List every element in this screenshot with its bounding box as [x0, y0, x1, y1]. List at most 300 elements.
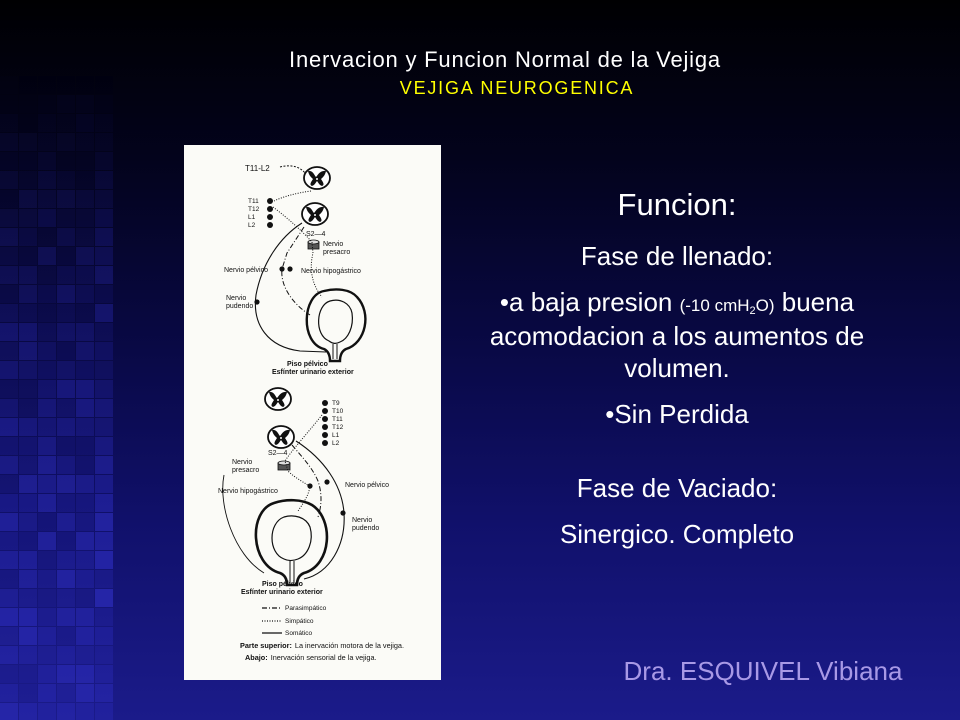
parasympathetic-nerve-path: [292, 445, 321, 517]
level-label: L1: [332, 432, 340, 439]
background-tile: [76, 152, 94, 170]
background-tile: [38, 437, 56, 455]
background-tile: [95, 152, 113, 170]
background-tile: [0, 209, 18, 227]
sacral-label: S2—4: [306, 231, 326, 238]
presacral-nerve-label: presacro: [232, 467, 260, 474]
background-tile: [19, 209, 37, 227]
background-tile: [76, 285, 94, 303]
bladder-illustration: [307, 289, 366, 361]
background-tile: [95, 456, 113, 474]
presacral-nerve-label: Nervio: [232, 459, 253, 466]
background-tile: [19, 114, 37, 132]
background-tile: [95, 627, 113, 645]
background-tile: [0, 589, 18, 607]
background-tile: [38, 304, 56, 322]
background-tile: [0, 665, 18, 683]
background-tile: [38, 570, 56, 588]
pelvic-floor-label: Piso pélvico: [287, 361, 328, 368]
nerve-dot: [307, 483, 312, 488]
background-tile: [76, 38, 94, 56]
background-tile: [0, 266, 18, 284]
background-tile: [95, 76, 113, 94]
level-dot: [322, 400, 328, 406]
background-tile: [0, 342, 18, 360]
nerve-dot: [287, 266, 292, 271]
background-tile: [95, 570, 113, 588]
background-tile: [76, 532, 94, 550]
background-tile: [0, 323, 18, 341]
background-tile: [19, 475, 37, 493]
pudendal-nerve-label: Nervio: [226, 295, 247, 302]
background-tile: [57, 551, 75, 569]
background-tile: [57, 418, 75, 436]
hypogastric-nerve-label: Nervio hipogástrico: [301, 268, 361, 275]
background-tile: [76, 494, 94, 512]
background-tile: [57, 608, 75, 626]
background-tile: [57, 266, 75, 284]
background-tile: [95, 190, 113, 208]
background-tile: [76, 76, 94, 94]
background-tile: [76, 228, 94, 246]
background-tile: [95, 323, 113, 341]
background-tile: [0, 399, 18, 417]
decorative-tile-strip: [0, 0, 116, 720]
sphincter-label: Esfínter urinario exterior: [241, 589, 323, 596]
background-tile: [38, 95, 56, 113]
background-tile: [95, 57, 113, 75]
segment-label: T11-L2: [245, 164, 270, 173]
background-tile: [76, 323, 94, 341]
background-tile: [57, 513, 75, 531]
background-tile: [95, 19, 113, 37]
fill-phase-label: Fase de llenado:: [580, 241, 774, 271]
spinal-cord-section-icon: [268, 426, 294, 448]
background-tile: [76, 380, 94, 398]
bullet-text: a baja presion: [509, 287, 673, 317]
level-dot: [322, 408, 328, 414]
presacral-nerve-label: Nervio: [323, 241, 344, 248]
background-tile: [95, 304, 113, 322]
legend-label: Somático: [285, 630, 313, 637]
background-tile: [76, 133, 94, 151]
background-tile: [57, 228, 75, 246]
background-tile: [57, 494, 75, 512]
background-tile: [95, 589, 113, 607]
caption-lead: Abajo:: [245, 653, 268, 662]
background-tile: [76, 304, 94, 322]
level-label: L1: [248, 214, 256, 221]
background-tile: [0, 304, 18, 322]
background-tile: [0, 285, 18, 303]
background-tile: [95, 494, 113, 512]
background-tile: [0, 19, 18, 37]
level-dot: [267, 214, 273, 220]
background-tile: [19, 532, 37, 550]
background-tile: [57, 570, 75, 588]
background-tile: [38, 266, 56, 284]
level-dot: [322, 424, 328, 430]
background-tile: [95, 665, 113, 683]
background-tile: [95, 532, 113, 550]
background-tile: [38, 380, 56, 398]
background-tile: [0, 684, 18, 702]
background-tile: [38, 551, 56, 569]
legend-label: Simpático: [285, 618, 314, 625]
caption-lead: Parte superior:: [240, 641, 292, 650]
void-phase-label: Fase de Vaciado:: [576, 473, 778, 503]
background-tile: [57, 684, 75, 702]
background-tile: [76, 437, 94, 455]
background-tile: [0, 95, 18, 113]
background-tile: [38, 684, 56, 702]
background-tile: [95, 38, 113, 56]
background-tile: [57, 19, 75, 37]
background-tile: [76, 209, 94, 227]
background-tile: [0, 114, 18, 132]
pelvic-nerve-label: Nervio pélvico: [224, 267, 268, 274]
background-tile: [57, 38, 75, 56]
background-tile: [38, 152, 56, 170]
background-tile: [0, 475, 18, 493]
background-tile: [19, 323, 37, 341]
function-heading: Funcion:: [617, 187, 737, 222]
background-tile: [57, 247, 75, 265]
bullet-marker: •: [499, 287, 510, 317]
background-tile: [19, 342, 37, 360]
level-dot: [267, 198, 273, 204]
background-tile: [0, 437, 18, 455]
nerve-dot: [340, 510, 345, 515]
hypogastric-nerve-label: Nervio hipogástrico: [218, 488, 278, 495]
background-tile: [38, 456, 56, 474]
pressure-value-text: [680, 296, 775, 315]
background-tile: [57, 0, 75, 18]
background-tile: [95, 418, 113, 436]
background-tile: [0, 152, 18, 170]
background-tile: [57, 361, 75, 379]
background-tile: [57, 57, 75, 75]
background-tile: [38, 627, 56, 645]
top-panel: [224, 164, 365, 376]
background-tile: [19, 646, 37, 664]
background-tile: [19, 627, 37, 645]
background-tile: [76, 589, 94, 607]
background-tile: [76, 361, 94, 379]
background-tile: [38, 532, 56, 550]
background-tile: [95, 228, 113, 246]
background-tile: [19, 665, 37, 683]
background-tile: [95, 361, 113, 379]
nerve-dot: [324, 479, 329, 484]
background-tile: [38, 323, 56, 341]
background-tile: [19, 494, 37, 512]
background-tile: [76, 171, 94, 189]
background-tile: [57, 171, 75, 189]
background-tile: [57, 646, 75, 664]
background-tile: [38, 494, 56, 512]
sacral-label: S2—4: [268, 450, 288, 457]
background-tile: [76, 475, 94, 493]
background-tile: [57, 76, 75, 94]
background-tile: [76, 608, 94, 626]
background-tile: [95, 513, 113, 531]
background-tile: [57, 342, 75, 360]
background-tile: [0, 228, 18, 246]
background-tile: [19, 133, 37, 151]
background-tile: [76, 418, 94, 436]
background-tile: [57, 190, 75, 208]
background-tile: [57, 152, 75, 170]
background-tile: [76, 399, 94, 417]
level-dot: [322, 440, 328, 446]
background-tile: [0, 38, 18, 56]
background-tile: [0, 551, 18, 569]
background-tile: [76, 57, 94, 75]
bladder-innervation-figure: [184, 145, 441, 680]
level-label: T11: [248, 198, 259, 205]
background-tile: [95, 608, 113, 626]
background-tile: [0, 532, 18, 550]
bullet-marker: •: [605, 399, 615, 429]
background-tile: [57, 532, 75, 550]
presacral-ganglion-icon: [278, 461, 290, 470]
background-tile: [76, 19, 94, 37]
background-tile: [19, 437, 37, 455]
background-tile: [19, 551, 37, 569]
background-tile: [19, 152, 37, 170]
background-tile: [0, 456, 18, 474]
fill-phase-bullet-line: acomodacion a los aumentos de: [489, 321, 865, 351]
background-tile: [38, 38, 56, 56]
figure-caption-line: [240, 641, 404, 650]
background-tile: [76, 456, 94, 474]
background-tile: [19, 513, 37, 531]
background-tile: [76, 627, 94, 645]
pudendal-nerve-label: pudendo: [352, 525, 380, 532]
background-tile: [76, 247, 94, 265]
pressure-unit-subscript: 2: [749, 305, 756, 317]
bottom-panel: [218, 388, 389, 596]
background-tile: [57, 285, 75, 303]
presacral-ganglion-icon: [308, 240, 319, 249]
background-tile: [57, 323, 75, 341]
background-tile: [76, 0, 94, 18]
sympathetic-nerve-path: [274, 191, 311, 201]
background-tile: [95, 95, 113, 113]
background-tile: [38, 133, 56, 151]
background-tile: [0, 513, 18, 531]
background-tile: [76, 513, 94, 531]
pudendal-nerve-label: Nervio: [352, 517, 373, 524]
background-tile: [38, 57, 56, 75]
level-label: T12: [332, 424, 344, 431]
author-name: Dra. ESQUIVEL Vibiana: [623, 656, 903, 686]
background-tile: [19, 684, 37, 702]
background-tile: [0, 57, 18, 75]
background-tile: [19, 190, 37, 208]
background-tile: [19, 361, 37, 379]
level-dot: [322, 416, 328, 422]
background-tile: [57, 209, 75, 227]
background-tile: [19, 399, 37, 417]
legend: [262, 605, 327, 637]
background-tile: [19, 247, 37, 265]
pressure-value-end: O): [755, 296, 775, 315]
background-tile: [95, 684, 113, 702]
background-tile: [95, 209, 113, 227]
background-tile: [0, 190, 18, 208]
background-tile: [57, 665, 75, 683]
background-tile: [19, 608, 37, 626]
background-tile: [95, 703, 113, 720]
background-tile: [38, 228, 56, 246]
pelvic-nerve-label: Nervio pélvico: [345, 482, 389, 489]
background-tile: [0, 494, 18, 512]
background-tile: [57, 627, 75, 645]
nerve-dot: [254, 299, 259, 304]
background-tile: [57, 380, 75, 398]
background-tile: [0, 570, 18, 588]
background-tile: [38, 76, 56, 94]
background-tile: [38, 19, 56, 37]
background-tile: [57, 475, 75, 493]
background-tile: [38, 665, 56, 683]
level-label: T10: [332, 408, 344, 415]
background-tile: [95, 285, 113, 303]
background-tile: [38, 589, 56, 607]
background-tile: [57, 456, 75, 474]
nerve-dot: [279, 266, 284, 271]
background-tile: [95, 171, 113, 189]
background-tile: [76, 266, 94, 284]
background-tile: [38, 209, 56, 227]
background-tile: [38, 418, 56, 436]
background-tile: [57, 114, 75, 132]
background-tile: [19, 95, 37, 113]
background-tile: [0, 418, 18, 436]
background-tile: [76, 646, 94, 664]
background-tile: [57, 589, 75, 607]
background-tile: [76, 95, 94, 113]
background-tile: [76, 703, 94, 720]
background-tile: [38, 475, 56, 493]
background-tile: [95, 266, 113, 284]
spinal-cord-section-icon: [265, 388, 291, 410]
background-tile: [19, 228, 37, 246]
background-tile: [19, 57, 37, 75]
background-tile: [57, 304, 75, 322]
background-tile: [76, 342, 94, 360]
background-tile: [76, 114, 94, 132]
background-tile: [57, 95, 75, 113]
background-tile: [19, 703, 37, 720]
background-tile: [95, 114, 113, 132]
background-tile: [38, 703, 56, 720]
background-tile: [95, 399, 113, 417]
spinal-cord-section-icon: [302, 203, 328, 225]
slide-title: Inervacion y Funcion Normal de la Vejiga: [289, 47, 721, 72]
background-tile: [38, 171, 56, 189]
background-tile: [0, 380, 18, 398]
background-tile: [0, 0, 18, 18]
spinal-cord-section-icon: [304, 167, 330, 189]
background-tile: [38, 190, 56, 208]
background-tile: [38, 608, 56, 626]
level-label: T12: [248, 206, 260, 213]
background-tile: [76, 190, 94, 208]
background-tile: [95, 551, 113, 569]
background-tile: [76, 551, 94, 569]
background-tile: [57, 437, 75, 455]
background-tile: [57, 703, 75, 720]
background-tile: [76, 665, 94, 683]
background-tile: [38, 342, 56, 360]
background-tile: [0, 76, 18, 94]
level-label: T11: [332, 416, 343, 423]
background-tile: [0, 703, 18, 720]
background-tile: [19, 418, 37, 436]
background-tile: [38, 0, 56, 18]
background-tile: [19, 285, 37, 303]
background-tile: [0, 247, 18, 265]
background-tile: [38, 247, 56, 265]
level-label: T9: [332, 400, 340, 407]
background-tile: [57, 399, 75, 417]
background-tile: [95, 646, 113, 664]
background-tile: [19, 304, 37, 322]
background-tile: [19, 171, 37, 189]
background-tile: [19, 266, 37, 284]
background-tile: [0, 133, 18, 151]
level-label: L2: [332, 440, 340, 447]
segment-connector-path: [280, 166, 305, 173]
background-tile: [95, 437, 113, 455]
background-tile: [95, 133, 113, 151]
background-tile: [0, 171, 18, 189]
background-tile: [38, 513, 56, 531]
slide-subtitle: VEJIGA NEUROGENICA: [399, 78, 635, 98]
background-tile: [0, 608, 18, 626]
background-tile: [19, 456, 37, 474]
background-tile: [95, 247, 113, 265]
background-tile: [19, 570, 37, 588]
caption-text: La inervación motora de la vejiga.: [294, 641, 405, 650]
background-tile: [19, 76, 37, 94]
fill-phase-bullet-line: [457, 398, 897, 430]
background-tile: [0, 646, 18, 664]
background-tile: [38, 361, 56, 379]
level-dot: [267, 222, 273, 228]
background-tile: [95, 0, 113, 18]
background-tile: [19, 19, 37, 37]
bladder-illustration: [256, 500, 327, 585]
level-dot: [322, 432, 328, 438]
background-tile: [95, 342, 113, 360]
background-tile: [0, 627, 18, 645]
bullet-text: Sin Perdida: [614, 399, 749, 429]
fill-phase-bullet-line: volumen.: [624, 353, 730, 383]
figure-caption-line: [245, 653, 377, 662]
sphincter-label: Esfínter urinario exterior: [272, 369, 354, 376]
innervation-diagram: [184, 145, 441, 680]
pelvic-floor-label: Piso pélvico: [262, 581, 303, 588]
background-tile: [38, 646, 56, 664]
bullet-text: buena: [781, 287, 855, 317]
background-tile: [95, 380, 113, 398]
background-tile: [19, 380, 37, 398]
background-tile: [38, 399, 56, 417]
